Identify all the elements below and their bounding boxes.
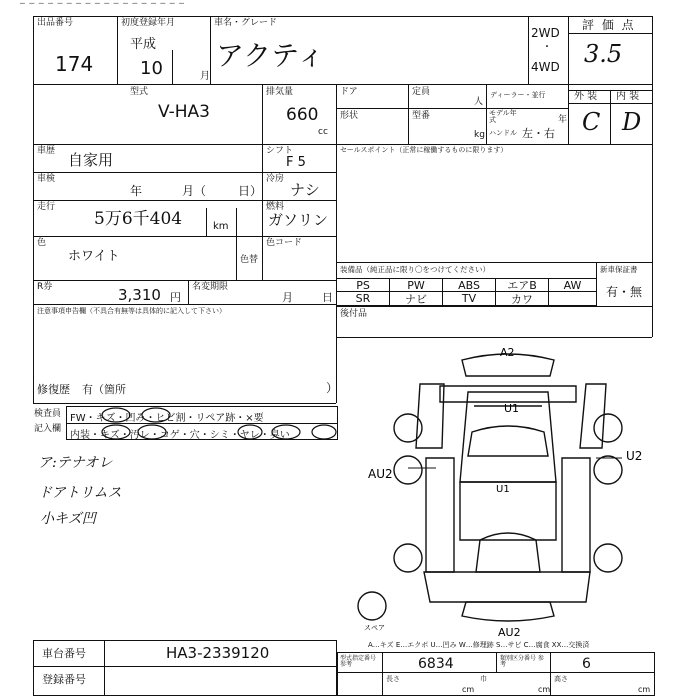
lot-number: 174 xyxy=(55,52,94,76)
header-strip: ─ ─ ─ ─ ─ ─ ─ ─ ─ ─ ─ ─ ─ ─ ─ ─ ─ ─ xyxy=(20,0,185,8)
divider xyxy=(104,640,105,696)
color-code-label: 型番 xyxy=(412,111,431,121)
width-label: 巾 xyxy=(480,675,487,683)
divider xyxy=(336,306,652,307)
spare-label: スペア xyxy=(364,624,385,632)
score-label: 評 価 点 xyxy=(582,18,636,32)
inspection-month: 月（ xyxy=(182,184,207,198)
equip-navi: ナビ xyxy=(389,291,443,306)
divider xyxy=(382,652,383,696)
divider xyxy=(188,280,189,304)
divider xyxy=(568,16,569,144)
dims-unit-2: cm xyxy=(538,685,551,694)
equip-sr: SR xyxy=(336,291,390,306)
mark-front: A2 xyxy=(500,346,515,359)
divider xyxy=(172,50,173,84)
capacity-unit: 人 xyxy=(474,97,484,107)
divider xyxy=(117,16,118,84)
inspector-label-1: 検査員 xyxy=(34,409,62,419)
mileage-value: 5万6千404 xyxy=(94,209,183,229)
equipment-label: 装備品（純正品に限り〇をつけてください） xyxy=(340,265,490,274)
color-label: 色 xyxy=(37,238,47,248)
divider xyxy=(33,172,336,173)
ref1-value: 6834 xyxy=(418,656,454,672)
divider xyxy=(33,304,336,305)
displacement-label: 排気量 xyxy=(266,87,294,97)
doors-label: ドア xyxy=(340,87,358,97)
model-value: V-HA3 xyxy=(158,102,210,122)
usage-label: 車歴 xyxy=(37,146,56,156)
row1-bottom xyxy=(33,84,652,85)
equip-airbag: エアB xyxy=(495,278,549,292)
recycle-label: R券 xyxy=(37,282,53,292)
chassis-label: 車台番号 xyxy=(42,647,86,660)
dealer-label: ディーラー・並行 xyxy=(490,91,546,99)
divider xyxy=(528,16,529,84)
divider xyxy=(336,337,652,338)
after-label: 後付品 xyxy=(340,309,368,319)
mark-floor: U1 xyxy=(496,484,510,495)
first-reg-year: 10 xyxy=(140,58,163,79)
capacity-label: 定員 xyxy=(412,87,431,97)
score-value: 3.5 xyxy=(584,40,623,68)
mark-left: AU2 xyxy=(368,467,393,481)
divider xyxy=(496,652,497,672)
fuel-label: 燃料 xyxy=(266,202,285,212)
mileage-unit: km xyxy=(213,221,229,232)
length-label: 長さ xyxy=(386,675,400,683)
displacement-value: 660 xyxy=(286,105,319,125)
divider xyxy=(336,84,337,144)
inspector-row-interior: 内装・キズ・汚レ・コゲ・穴・シミ・ヤレ・臭い xyxy=(70,430,290,441)
drive-dot: ・ xyxy=(542,42,552,53)
name-change-label: 名変期限 xyxy=(192,282,229,292)
dims-unit-3: cm xyxy=(638,685,651,694)
inspection-day: 日） xyxy=(238,184,263,198)
first-reg-month-unit: 月 xyxy=(200,71,210,82)
handwritten-note-1: ア:テナオレ xyxy=(38,455,113,471)
divider xyxy=(610,90,611,144)
repair-label: 修復歴 xyxy=(37,383,70,396)
handwritten-note-3: 小キズ凹 xyxy=(40,511,96,527)
load-label: kg xyxy=(474,130,485,140)
divider xyxy=(236,208,237,236)
lot-label: 出品番号 xyxy=(37,18,74,28)
exterior-grade: C xyxy=(582,108,601,136)
ac-label: 冷房 xyxy=(266,174,285,184)
registration-label: 登録番号 xyxy=(42,673,86,686)
shift-value: F 5 xyxy=(286,155,306,170)
handle-value: 左・右 xyxy=(522,127,555,140)
new-warranty-value: 有・無 xyxy=(606,285,643,299)
ref2-label: 類別区分番号 参考 xyxy=(500,655,544,668)
recycle-value: 3,310 xyxy=(118,286,161,304)
name-change-day: 日 xyxy=(322,291,333,304)
mark-right: U2 xyxy=(626,449,643,463)
drive-2wd: 2WD xyxy=(531,26,560,40)
equip-tv: TV xyxy=(442,291,496,306)
notes-label: 注意事項申告欄（不具合有無等は具体的に記入して下さい） xyxy=(37,307,226,315)
model-year-label: モデル年式 xyxy=(489,109,517,124)
handle-label: ハンドル xyxy=(489,129,517,137)
ac-value: ナシ xyxy=(290,181,320,199)
divider xyxy=(408,84,409,144)
car-name: アクティ xyxy=(216,39,325,72)
inspection-label: 車検 xyxy=(37,174,56,184)
ref2-value: 6 xyxy=(582,656,591,672)
dims-unit-1: cm xyxy=(462,685,475,694)
inspection-year: 年 xyxy=(130,184,143,198)
divider xyxy=(33,403,336,404)
divider xyxy=(568,33,652,34)
recycle-unit: 円 xyxy=(170,291,181,304)
mark-roof: U1 xyxy=(504,402,520,415)
interior-grade: D xyxy=(622,108,642,136)
divider xyxy=(33,666,337,667)
equip-pw: PW xyxy=(389,278,443,292)
car-damage-diagram xyxy=(350,340,660,640)
handwritten-note-2: ドアトリムス xyxy=(38,485,122,501)
height-label: 高さ xyxy=(554,675,568,683)
fuel-value: ガソリン xyxy=(268,211,329,229)
row2-bottom xyxy=(33,144,652,145)
divider xyxy=(486,84,487,144)
mileage-label: 走行 xyxy=(37,202,56,212)
divider xyxy=(210,16,211,84)
divider xyxy=(33,236,336,237)
divider xyxy=(262,144,263,280)
divider xyxy=(336,108,568,109)
equip-ps: PS xyxy=(336,278,390,292)
mark-rear: AU2 xyxy=(498,626,521,639)
model-year-unit: 年 xyxy=(558,115,568,125)
displacement-unit: cc xyxy=(318,127,328,137)
repair-close: ） xyxy=(326,381,339,395)
interior-label: 内 装 xyxy=(616,91,640,102)
first-reg-label: 初度登録年月 xyxy=(121,18,176,28)
ref1-label: 型式指定番号 参考 xyxy=(340,655,377,668)
color-code2-label: 色コード xyxy=(266,238,303,248)
name-change-month: 月 xyxy=(282,291,293,304)
divider xyxy=(336,262,652,263)
car-name-label: 車名・グレード xyxy=(214,18,278,28)
divider xyxy=(236,236,237,280)
color-change-label: 色替 xyxy=(240,255,259,265)
inspector-label-2: 記入欄 xyxy=(34,424,62,434)
new-warranty-label: 新車保証書 xyxy=(600,265,638,274)
exterior-label: 外 装 xyxy=(574,91,598,102)
model-label: 型式 xyxy=(130,87,149,97)
divider xyxy=(262,84,263,144)
form-top-border xyxy=(33,16,652,17)
shape-label: 形状 xyxy=(340,111,359,121)
drive-4wd: 4WD xyxy=(531,60,560,74)
divider xyxy=(337,672,655,673)
damage-legend: A…キズ E…エクボ U…凹み W…修理跡 S…サビ C…腐食 XX…交換済 xyxy=(368,641,590,649)
color-value: ホワイト xyxy=(68,249,120,264)
divider xyxy=(206,208,207,236)
equip-leather: カワ xyxy=(495,291,549,306)
sales-point-label: セールスポイント（正常に稼働するものに限ります） xyxy=(340,146,508,154)
shift-label: シフト xyxy=(266,146,294,156)
usage-value: 自家用 xyxy=(68,151,114,169)
inspector-row-exterior: FW・キズ・凹み・ヒビ割・リペア跡・×要 xyxy=(70,413,264,424)
equip-abs: ABS xyxy=(442,278,496,292)
divider xyxy=(33,200,336,201)
divider xyxy=(33,280,336,281)
equip-empty xyxy=(548,291,597,306)
inspector-circles xyxy=(66,406,338,440)
form-right-border xyxy=(652,16,653,337)
form-left-border xyxy=(33,16,34,403)
first-reg-era: 平成 xyxy=(130,37,157,52)
divider xyxy=(336,144,337,403)
equip-aw: AW xyxy=(548,278,597,292)
repair-value: 有（箇所 xyxy=(82,383,126,396)
chassis-value: HA3-2339120 xyxy=(166,644,270,662)
